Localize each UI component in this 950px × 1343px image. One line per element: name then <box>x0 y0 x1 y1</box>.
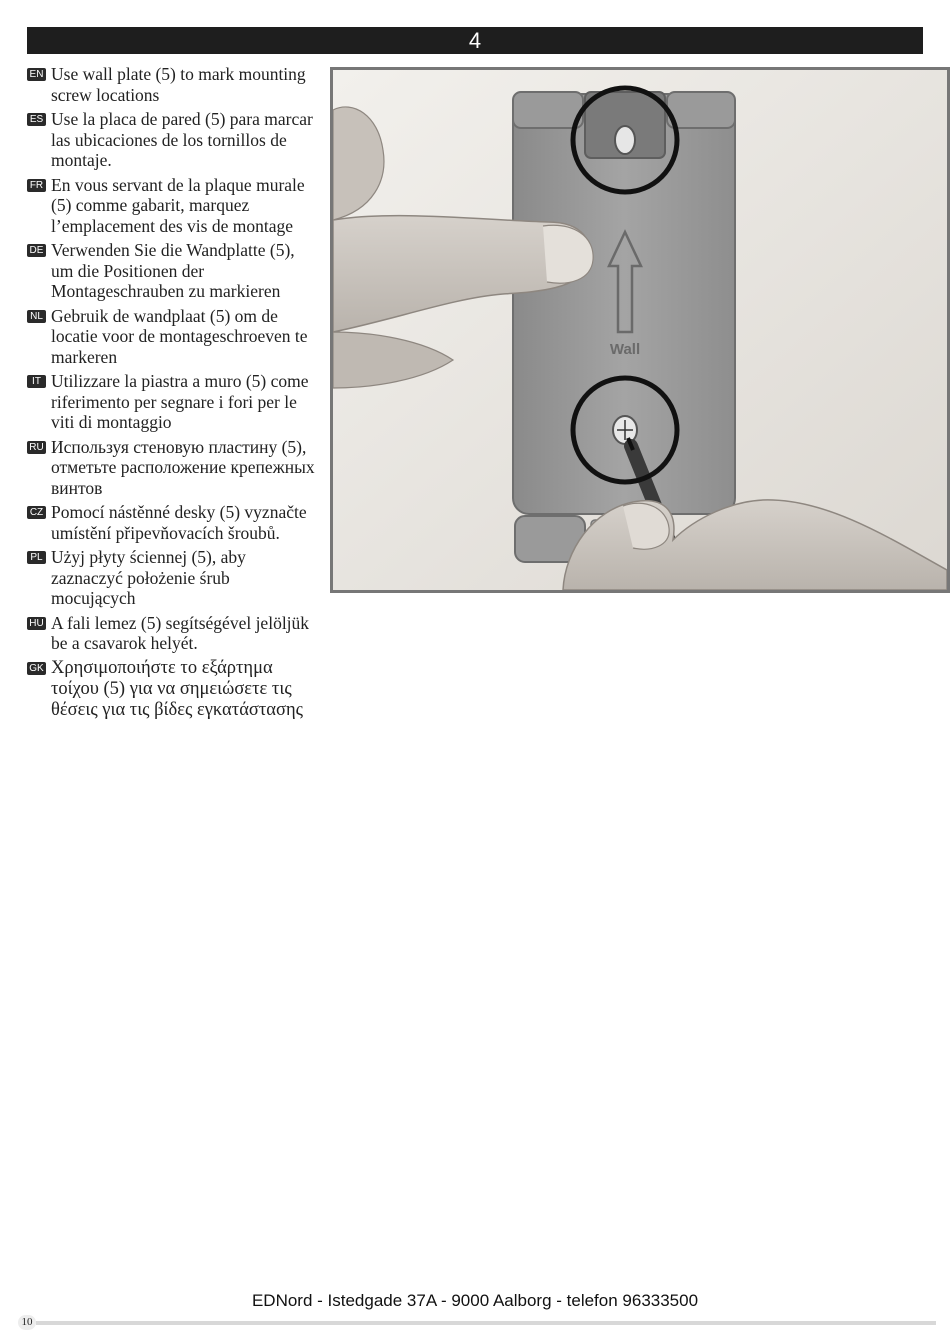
instruction-text-nl: Gebruik de wandplaat (5) om de locatie voor de montageschroeven te markeren <box>51 305 308 367</box>
instruction-text-es: Use la placa de pared (5) para marcar las ubicaciones de los tornillos de montaje. <box>51 109 313 170</box>
instruction-it <box>27 371 317 433</box>
step-number-bar: 4 <box>27 27 923 54</box>
instruction-list <box>27 64 317 725</box>
instruction-photo <box>330 67 950 593</box>
instruction-hu <box>27 613 317 654</box>
language-badge-nl: NL <box>27 310 46 323</box>
top-screw-hole <box>615 126 635 154</box>
instruction-text-it: Utilizzare la piastra a muro (5) come riferimento per segnare i fori per le viti di montaggio <box>51 371 309 432</box>
instruction-text-cz: Pomocí nástěnné desky (5) vyznačte umístění připevňovacích šroubů. <box>51 502 307 543</box>
language-badge-ru: RU <box>27 441 46 454</box>
wall-plate-marking-illustration <box>333 70 947 590</box>
wall-plate <box>513 92 735 562</box>
language-badge-hu: HU <box>27 617 46 630</box>
instruction-es <box>27 109 317 171</box>
instruction-text-pl: Użyj płyty ściennej (5), aby zaznaczyć położenie śrub mocujących <box>51 547 246 608</box>
instruction-text-de: Verwenden Sie die Wandplatte (5), um die Positionen der Montageschrauben zu markieren <box>51 240 295 301</box>
footer-divider <box>36 1321 936 1325</box>
instruction-text-en: Use wall plate (5) to mark mounting screw locations <box>51 64 306 105</box>
instruction-gk <box>27 658 317 721</box>
language-badge-pl: PL <box>27 551 46 564</box>
language-badge-de: DE <box>27 244 46 257</box>
footer-address: EDNord - Istedgade 37A - 9000 Aalborg - telefon 96333500 <box>251 1291 699 1310</box>
instruction-cz <box>27 502 317 543</box>
language-badge-en: EN <box>27 68 46 81</box>
instruction-fr <box>27 175 317 237</box>
language-badge-fr: FR <box>27 179 46 192</box>
instruction-ru <box>27 437 317 499</box>
language-badge-it: IT <box>27 375 46 388</box>
instruction-text-gk: Χρησιμοποιήστε το εξάρτημα τοίχου (5) για να σημειώσετε τις θέσεις για τις βίδες εγκατάστασης <box>51 657 303 720</box>
language-badge-gk: GK <box>27 662 46 675</box>
instruction-text-hu: A fali lemez (5) segítségével jelöljük be a csavarok helyét. <box>51 612 310 653</box>
page-number: 10 <box>18 1315 36 1330</box>
instruction-pl <box>27 547 317 609</box>
language-badge-es: ES <box>27 113 46 126</box>
language-badge-cz: CZ <box>27 506 46 519</box>
instruction-en <box>27 64 317 105</box>
instruction-text-ru: Используя стеновую пластину (5), отметьте расположение крепежных винтов <box>51 436 315 498</box>
plate-wall-label: Wall <box>609 341 641 358</box>
instruction-nl <box>27 306 317 368</box>
instruction-text-fr: En vous servant de la plaque murale (5) comme gabarit, marquez l’emplacement des vis de montage <box>51 174 305 236</box>
instruction-de <box>27 240 317 302</box>
